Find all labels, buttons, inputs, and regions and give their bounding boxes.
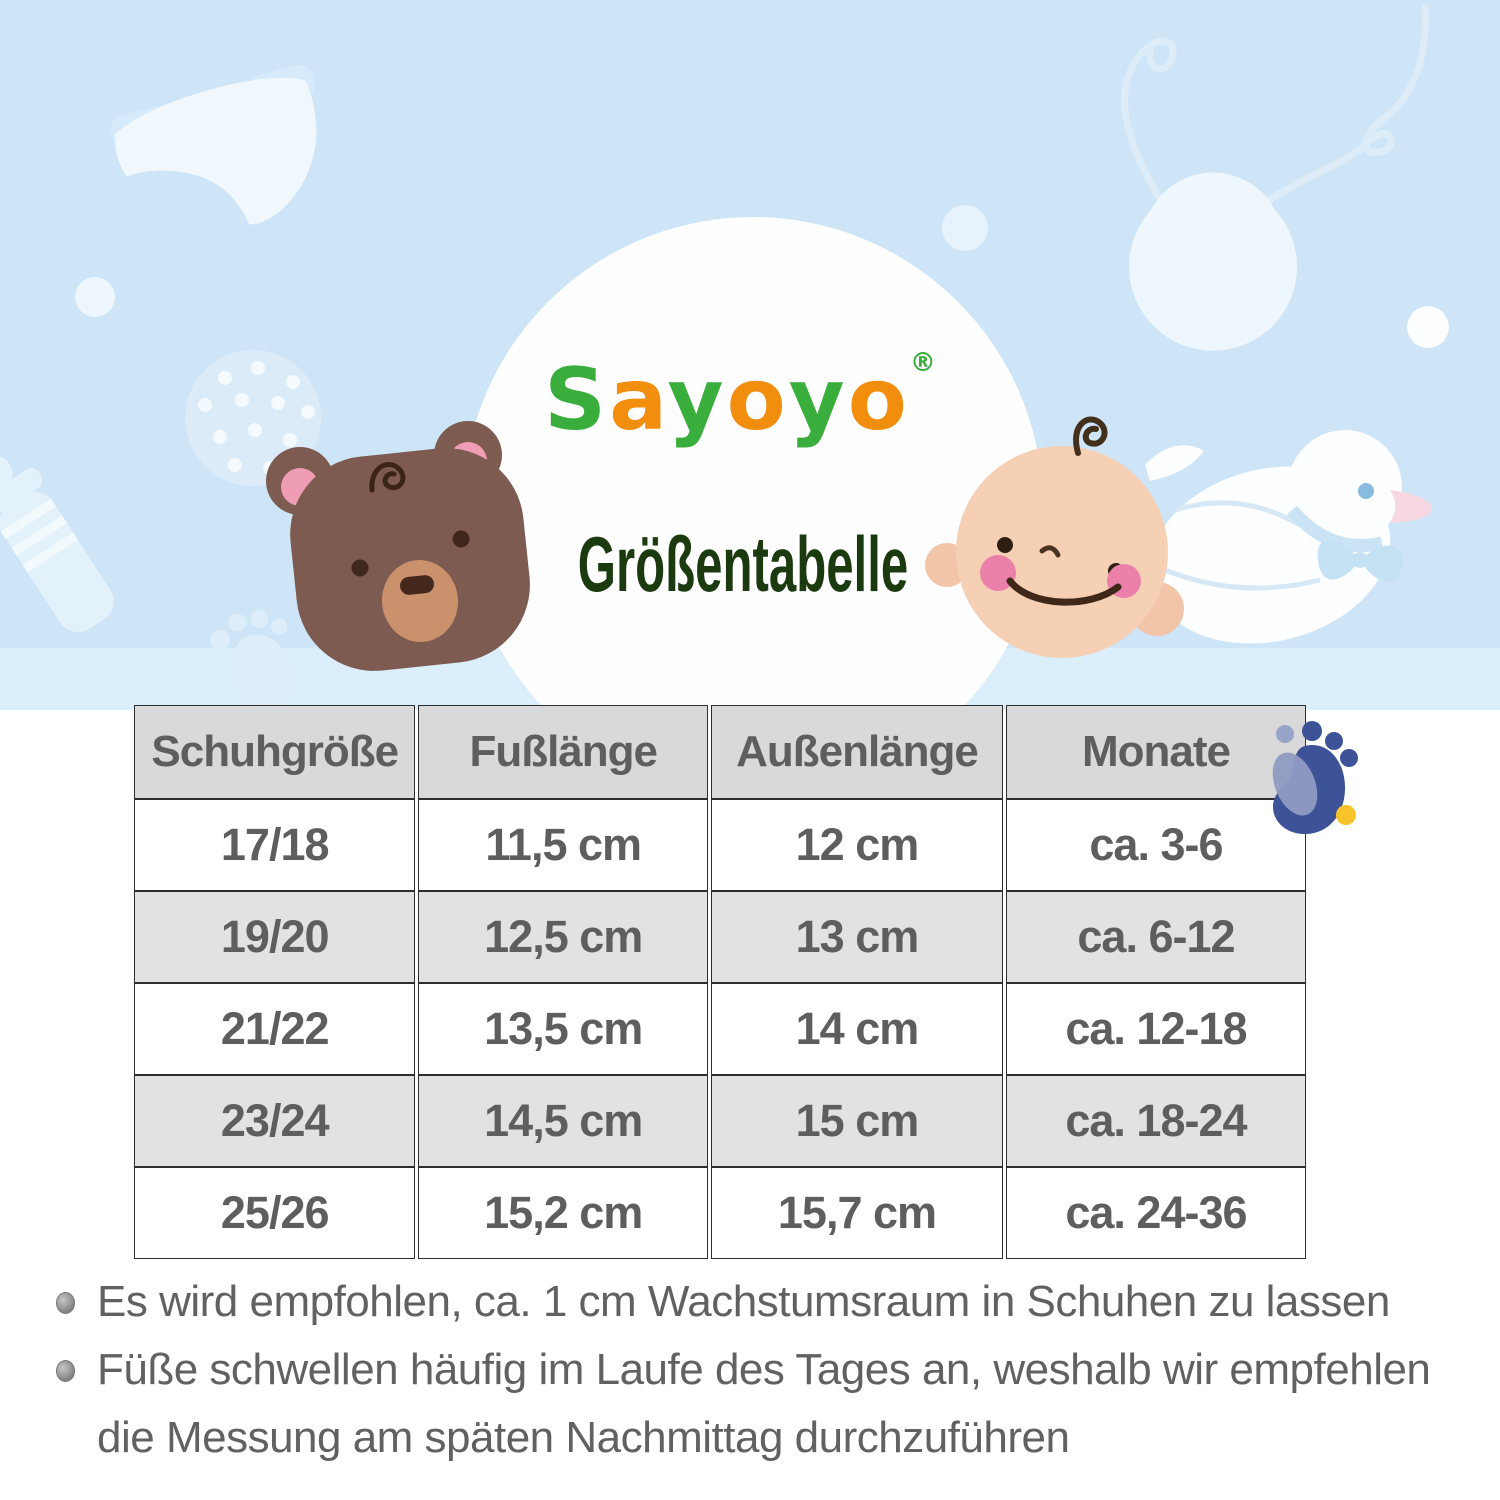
table-cell: 12 cm xyxy=(711,799,1003,891)
brand-letter: o xyxy=(847,350,910,450)
circle-decoration xyxy=(942,205,988,251)
table-cell: 15 cm xyxy=(711,1075,1003,1167)
column-header: Außenlänge xyxy=(711,705,1003,799)
table-cell: 13,5 cm xyxy=(418,983,708,1075)
column-header: Schuhgröße xyxy=(134,705,415,799)
note-line: Füße schwellen häufig im Laufe des Tages an, weshalb wir empfehlen xyxy=(97,1345,1431,1394)
size-table-body xyxy=(134,799,1306,1259)
table-cell: ca. 3-6 xyxy=(1006,799,1306,891)
note-text xyxy=(97,1268,1390,1336)
registered-mark: ® xyxy=(909,348,936,378)
brand-letter: a xyxy=(609,350,668,450)
table-cell: 11,5 cm xyxy=(418,799,708,891)
brand-letter: S xyxy=(544,350,610,450)
table-cell: 15,2 cm xyxy=(418,1167,708,1259)
bullet-icon xyxy=(56,1360,75,1382)
column-header: Monate xyxy=(1006,705,1306,799)
page-title: Größentabelle xyxy=(577,520,909,608)
table-cell: 25/26 xyxy=(134,1167,415,1259)
table-cell: 15,7 cm xyxy=(711,1167,1003,1259)
footprint-icon xyxy=(1248,702,1368,842)
table-row xyxy=(134,983,1306,1075)
table-cell: ca. 12-18 xyxy=(1006,983,1306,1075)
bullet-icon xyxy=(56,1292,75,1314)
size-table-header-row xyxy=(134,705,1306,799)
table-cell: 12,5 cm xyxy=(418,891,708,983)
table-cell: 13 cm xyxy=(711,891,1003,983)
table-cell: ca. 6-12 xyxy=(1006,891,1306,983)
table-cell: 21/22 xyxy=(134,983,415,1075)
table-row xyxy=(134,1167,1306,1259)
brand-letter: o xyxy=(726,350,789,450)
circle-decoration xyxy=(75,277,115,317)
note-item xyxy=(56,1336,1456,1472)
note-text xyxy=(97,1336,1430,1472)
table-cell: ca. 18-24 xyxy=(1006,1075,1306,1167)
column-header: Fußlänge xyxy=(418,705,708,799)
table-row xyxy=(134,1075,1306,1167)
table-cell: 19/20 xyxy=(134,891,415,983)
table-cell: 14,5 cm xyxy=(418,1075,708,1167)
table-cell: ca. 24-36 xyxy=(1006,1167,1306,1259)
brand-letter: y xyxy=(788,350,848,450)
baby-head xyxy=(925,420,1184,658)
duck-icon xyxy=(1131,430,1432,668)
table-cell: 23/24 xyxy=(134,1075,415,1167)
note-item xyxy=(56,1268,1456,1336)
bear-face-icon xyxy=(250,408,550,708)
size-table xyxy=(131,705,1309,1259)
table-cell: 17/18 xyxy=(134,799,415,891)
baby-face-icon xyxy=(920,395,1480,710)
table-cell: 14 cm xyxy=(711,983,1003,1075)
brand-letter: y xyxy=(667,350,727,450)
table-row xyxy=(134,891,1306,983)
notes-list xyxy=(56,1268,1456,1472)
note-line: Es wird empfohlen, ca. 1 cm Wachstumsraum in Schuhen zu lassen xyxy=(97,1277,1390,1326)
circle-decoration xyxy=(1407,306,1449,348)
note-line: die Messung am späten Nachmittag durchzuführen xyxy=(97,1413,1070,1462)
table-row xyxy=(134,799,1306,891)
